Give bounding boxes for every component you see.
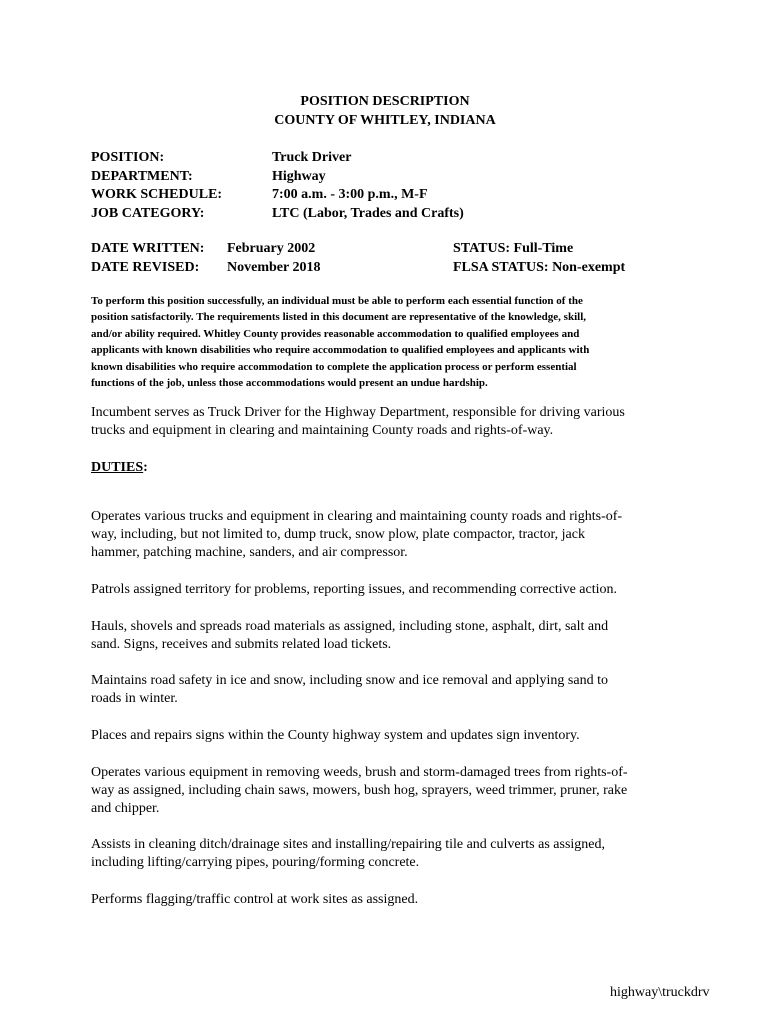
requirements-line: known disabilities who require accommodation to complete the application process or perform essential [91, 360, 577, 373]
duty-line: Hauls, shovels and spreads road materials as assigned, including stone, asphalt, dirt, salt and [91, 619, 609, 634]
dates-block [91, 240, 691, 277]
duty-line: Assists in cleaning ditch/drainage sites and installing/repairing tile and culverts as assigned, [91, 837, 605, 852]
duty-item [91, 618, 691, 654]
duty-line: way as assigned, including chain saws, mowers, bush hog, sprayers, weed trimmer, pruner, rake [91, 783, 628, 799]
header-value: LTC (Labor, Trades and Crafts) [272, 205, 464, 221]
header-row-work-schedule [91, 186, 464, 205]
duty-line: Operates various equipment in removing weeds, brush and storm-damaged trees from rights-of- [91, 765, 628, 780]
duty-line: Operates various trucks and equipment in clearing and maintaining county roads and rights-of- [91, 509, 623, 524]
document-title: POSITION DESCRIPTION [300, 94, 470, 109]
header-row-department [91, 168, 464, 187]
requirements-line: applicants with known disabilities who require accommodation to qualified employees and applicants with [91, 344, 590, 357]
date-value: February 2002 [227, 241, 316, 256]
header-label: JOB CATEGORY: [91, 205, 205, 221]
file-reference-footer: highway\truckdrv [610, 985, 710, 1000]
duty-line: way, including, but not limited to, dump truck, snow plow, plate compactor, tractor, jack [91, 527, 585, 543]
duty-item [91, 891, 691, 909]
requirements-line: and/or ability required. Whitley County provides reasonable accommodation to qualified employees and [91, 327, 580, 340]
duty-item [91, 727, 691, 745]
date-written-row [91, 240, 691, 259]
date-value: November 2018 [227, 259, 321, 275]
header-label: POSITION: [91, 150, 165, 165]
flsa-status-text: FLSA STATUS: Non-exempt [453, 259, 626, 275]
status-text: STATUS: Full-Time [453, 241, 574, 256]
duty-line: roads in winter. [91, 691, 178, 707]
header-value: 7:00 a.m. - 3:00 p.m., M-F [272, 187, 428, 202]
duty-line: and chipper. [91, 801, 160, 817]
date-revised-row [91, 259, 691, 278]
duty-line: Performs flagging/traffic control at work sites as assigned. [91, 892, 419, 907]
duty-line: hammer, patching machine, sanders, and air compressor. [91, 545, 408, 561]
header-row-job-category [91, 205, 464, 224]
duty-line: Maintains road safety in ice and snow, including snow and ice removal and applying sand to [91, 673, 608, 688]
duty-line: Patrols assigned territory for problems, reporting issues, and recommending corrective action. [91, 582, 618, 597]
duty-item [91, 672, 691, 708]
intro-line: trucks and equipment in clearing and maintaining County roads and rights-of-way. [91, 423, 554, 439]
header-value: Truck Driver [272, 150, 352, 165]
requirements-line: To perform this position successfully, an individual must be able to perform each essential function of the [91, 295, 583, 307]
duties-heading [91, 459, 148, 477]
intro-paragraph [91, 404, 691, 440]
duty-item [91, 581, 691, 599]
date-label: DATE REVISED: [91, 259, 200, 275]
duties-heading-colon: : [143, 460, 148, 475]
requirements-line: position satisfactorily. The requirements listed in this document are representative of the knowledge, skill, [91, 311, 586, 324]
position-header [91, 149, 464, 223]
requirements-line: functions of the job, unless those accommodations would present an undue hardship. [91, 377, 488, 390]
duty-line: Places and repairs signs within the County highway system and updates sign inventory. [91, 728, 580, 743]
duty-line: including lifting/carrying pipes, pouring/forming concrete. [91, 855, 420, 871]
duty-item [91, 508, 691, 563]
intro-line: Incumbent serves as Truck Driver for the Highway Department, responsible for driving various [91, 405, 625, 420]
duty-line: sand. Signs, receives and submits related load tickets. [91, 637, 392, 653]
header-row-position [91, 149, 464, 168]
document-subtitle: COUNTY OF WHITLEY, INDIANA [274, 113, 496, 128]
requirements-paragraph [91, 293, 681, 391]
duty-item [91, 764, 691, 819]
duty-item [91, 836, 691, 872]
duties-heading-text: DUTIES [91, 460, 144, 475]
header-label: DEPARTMENT: [91, 168, 193, 184]
header-label: WORK SCHEDULE: [91, 187, 223, 202]
date-label: DATE WRITTEN: [91, 241, 205, 256]
header-value: Highway [272, 168, 326, 184]
